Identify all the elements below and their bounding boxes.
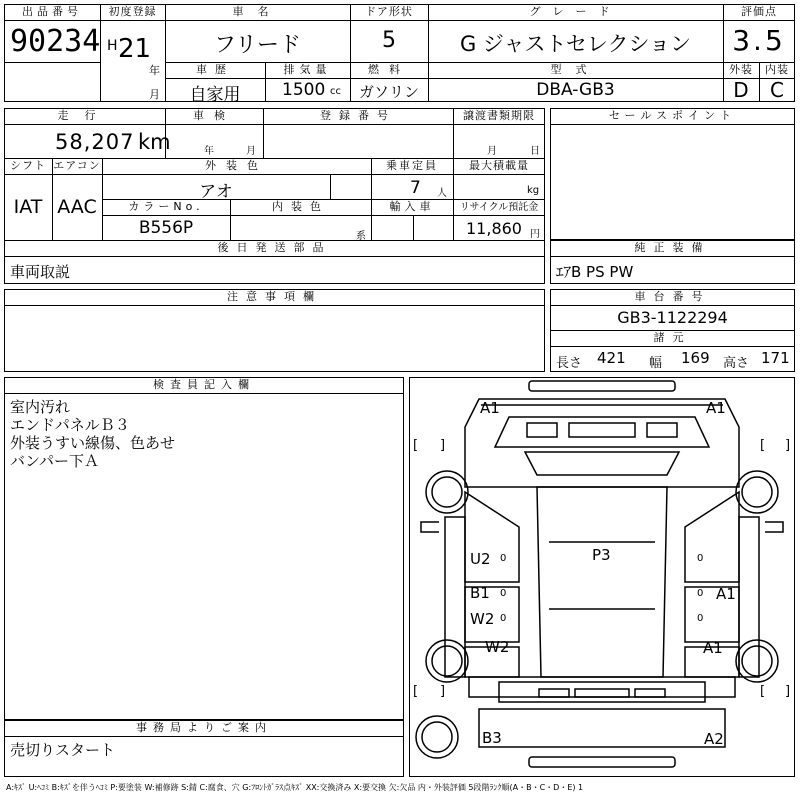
damage-mark: A2 [704,730,724,748]
color-no-label: カラーNo. [128,200,204,213]
grade-label: グレード [529,5,622,18]
recycle-unit: 円 [530,229,540,240]
displacement-unit: cc [330,86,341,97]
chassis-value: GB3-1122294 [617,308,728,327]
later-parts-value: 車両取説 [10,263,71,281]
zero-mark: 0 [697,588,704,599]
mileage-value: 58,207 [55,130,135,154]
load-label: 最大積載量 [469,159,529,172]
damage-mark: P3 [592,546,611,564]
history-label: 車歴 [196,63,234,76]
damage-mark: A1 [480,399,500,417]
displacement-value: 1500 [282,80,326,100]
mileage-unit: km [138,130,171,154]
zero-mark: 0 [500,613,507,624]
damage-mark: B3 [482,729,502,747]
grade-value: G ジャストセレクション [459,32,692,56]
score-label: 評価点 [741,5,777,18]
zero-mark: 0 [697,553,704,564]
bracket-mark: ] [440,438,446,453]
damage-mark: A1 [716,585,736,603]
inspection-year: 年 [204,146,214,157]
later-parts-label: 後日発送部品 [217,241,332,254]
bracket-mark: ] [785,684,791,699]
chassis-label: 車台番号 [634,290,711,303]
month-unit: 月 [149,88,160,101]
transfer-label: 譲渡書類期限 [463,109,535,122]
car-name-label: 車名 [232,5,283,18]
damage-mark: U2 [470,550,491,568]
import-label: 輸入車 [389,200,435,213]
transfer-month: 月 [487,146,497,157]
damage-mark: W2 [485,638,510,656]
equipment-value: ｴｱB PS PW [556,263,634,281]
sales-point-label: セールスポイント [608,109,736,122]
lot-no-label: 出品番号 [22,5,82,18]
width-value: 169 [681,349,710,367]
ac-value: AAC [57,196,97,218]
seats-value: 7 [410,178,421,198]
fuel-label: 燃料 [368,63,410,76]
reg-no-label: 登録番号 [320,109,396,122]
exterior-value: D [733,78,749,102]
score-value: 3.5 [732,24,786,57]
dims-label: 諸元 [653,331,692,344]
color-label: 外装色 [205,159,268,172]
interior-value: C [770,78,784,102]
length-value: 421 [597,349,626,367]
recycle-label: リサイクル預託金 [459,202,539,213]
sales-point-frame [550,108,795,240]
damage-mark: W2 [470,610,495,628]
recycle-value: 11,860 [466,219,522,238]
height-value: 171 [761,349,790,367]
bracket-mark: [ [413,438,419,453]
inspector-label: 検査員記入欄 [153,378,255,391]
inspector-line: バンパー下Ａ [10,452,99,470]
door-value: 5 [382,28,396,53]
damage-mark: A1 [703,639,723,657]
mileage-label: 走行 [57,109,112,122]
zero-mark: 0 [697,613,704,624]
car-diagram [409,377,795,777]
history-value: 自家用 [189,85,241,105]
load-unit: kg [527,185,540,196]
inspection-month: 月 [246,146,256,157]
inspection-label: 車検 [193,109,235,122]
office-note: 売切りスタート [10,741,116,759]
office-label: 事務局よりご案内 [136,721,272,734]
int-color-label: 内装色 [272,200,329,213]
first-reg-label: 初度登録 [108,5,157,18]
model-value: DBA-GB3 [536,80,615,100]
year-unit: 年 [149,64,160,77]
bracket-mark: [ [760,438,766,453]
seats-unit: 人 [437,188,447,199]
damage-mark: A1 [706,399,726,417]
shift-label: シフト [10,159,46,172]
bracket-mark: [ [760,684,766,699]
legend-text: A:ｷｽﾞ U:ﾍｺﾐ B:ｷｽﾞを伴うﾍｺﾐ P:要塗装 W:補修跡 S:錆 C:腐食、穴 G:ﾌﾛﾝﾄｶﾞﾗｽ点ｷｽﾞ XX:交換済み X:要交換 欠:欠品 内・外装評価 5段階ﾗﾝｸ順(A・B・C・D・E) 1 [6,783,584,792]
length-label: 長さ [556,356,583,371]
inspector-line: 室内汚れ [10,398,71,416]
transfer-day: 日 [530,146,540,157]
door-label: ドア形状 [365,5,413,18]
inspector-line: エンドパネルＢ３ [10,416,130,434]
displacement-label: 排気量 [283,63,332,76]
inspector-line: 外装うすい線傷、色あせ [10,434,176,452]
shift-value: IAT [13,196,43,218]
ac-label: エアコン [53,159,101,172]
color-value: アオ [199,182,233,202]
zero-mark: 0 [500,588,507,599]
bracket-mark: [ [413,684,419,699]
damage-mark: B1 [470,584,490,602]
fuel-value: ガソリン [358,83,419,101]
car-name: フリード [213,33,302,58]
bracket-mark: ] [440,684,446,699]
color-no-value: B556P [138,218,194,238]
exterior-label: 外装 [729,63,753,76]
notes-label: 注意事項欄 [227,290,322,303]
equipment-label: 純正装備 [634,241,711,254]
seats-label: 乗車定員 [386,159,438,172]
height-label: 高さ [723,356,750,371]
bracket-mark: ] [785,438,791,453]
interior-label: 内装 [765,63,789,76]
width-label: 幅 [649,356,663,371]
era: H [107,38,118,54]
model-label: 型式 [550,63,601,76]
int-color-unit: 系 [356,231,366,242]
lot-no: 90234 [10,24,101,59]
reg-year: 21 [118,34,152,64]
zero-mark: 0 [500,553,507,564]
